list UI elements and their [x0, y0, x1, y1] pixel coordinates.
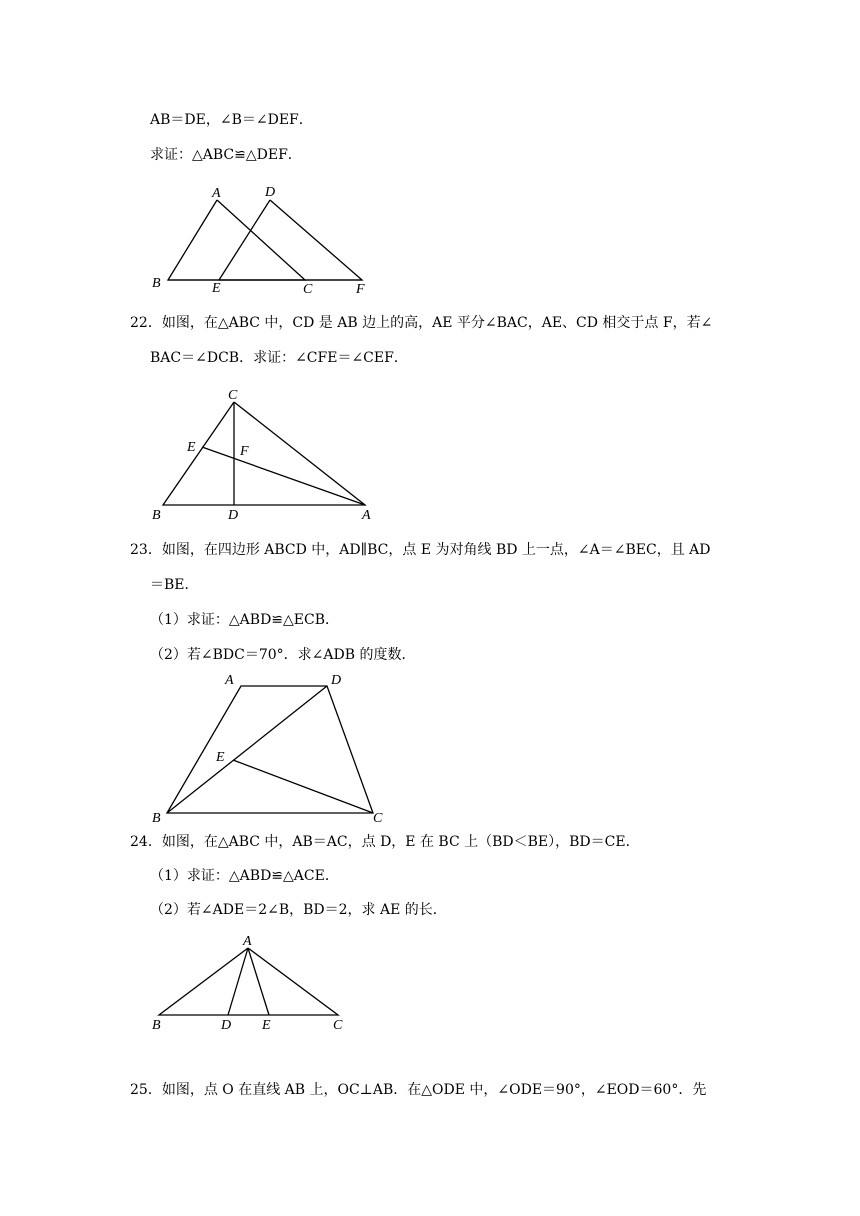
- label-D: D: [331, 673, 342, 688]
- q21-condition: AB＝DE，∠B＝∠DEF．: [150, 112, 313, 128]
- triangle-abc: [159, 948, 338, 1015]
- q22-line2: BAC＝∠DCB．求证：∠CFE＝∠CEF．: [150, 350, 408, 366]
- segment-ae: [248, 948, 269, 1015]
- label-E: E: [216, 750, 225, 765]
- label-E: E: [262, 1018, 271, 1033]
- q24-part1: （1）求证：△ABD≌△ACE．: [150, 868, 339, 884]
- label-C: C: [228, 388, 238, 403]
- q21-prove: 求证：△ABC≌△DEF．: [150, 147, 302, 163]
- label-F: F: [240, 444, 249, 459]
- label-D: D: [221, 1018, 232, 1033]
- segment-ad: [228, 948, 248, 1015]
- q25-line1: 25．如图，点 O 在直线 AB 上，OC⊥AB．在△ODE 中，∠ODE＝90°，∠EOD＝60°．先: [130, 1082, 707, 1098]
- label-B: B: [152, 1018, 161, 1033]
- label-E: E: [212, 281, 221, 296]
- label-A: A: [243, 934, 252, 949]
- label-B: B: [152, 508, 161, 523]
- q24-line1: 24．如图，在△ABC 中，AB＝AC，点 D，E 在 BC 上（BD＜BE），BD＝CE．: [130, 834, 640, 850]
- q22-line1: 22．如图，在△ABC 中，CD 是 AB 边上的高，AE 平分∠BAC，AE、CD 相交于点 F，若∠: [130, 315, 713, 331]
- label-A: A: [362, 508, 371, 523]
- label-E: E: [187, 440, 196, 455]
- label-D: D: [265, 185, 276, 200]
- label-A: A: [212, 186, 221, 201]
- q23-part2: （2）若∠BDC＝70°．求∠ADB 的度数．: [150, 647, 416, 663]
- label-A: A: [225, 673, 234, 688]
- label-C: C: [303, 282, 313, 297]
- label-D: D: [228, 508, 239, 523]
- label-C: C: [373, 811, 383, 826]
- label-B: B: [152, 276, 161, 291]
- label-F: F: [356, 282, 365, 297]
- q23-line2: ＝BE．: [150, 577, 199, 593]
- label-C: C: [333, 1018, 343, 1033]
- q24-part2: （2）若∠ADE＝2∠B，BD＝2，求 AE 的长．: [150, 902, 447, 918]
- label-B: B: [152, 811, 161, 826]
- q23-line1: 23．如图，在四边形 ABCD 中，AD∥BC，点 E 为对角线 BD 上一点，∠A＝∠BEC，且 AD: [130, 542, 711, 558]
- q23-part1: （1）求证：△ABD≌△ECB．: [150, 612, 340, 628]
